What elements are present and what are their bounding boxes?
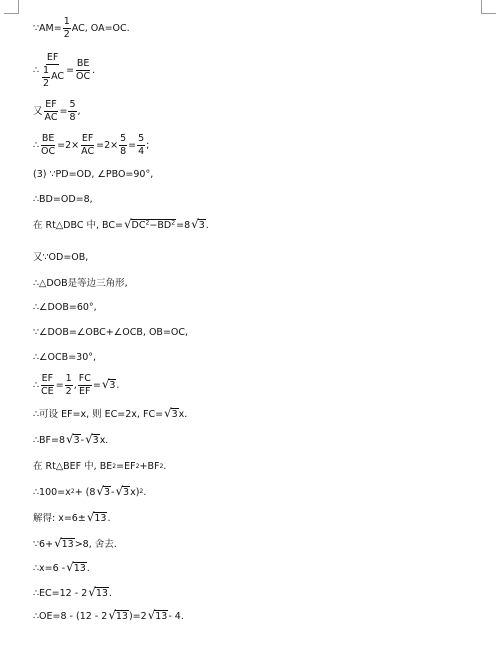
- line-2: [33, 53, 95, 89]
- text: .: [163, 461, 167, 472]
- text: −BD: [149, 220, 172, 231]
- text: ;: [146, 139, 150, 151]
- text: =8: [176, 219, 191, 231]
- numerator: 1: [65, 373, 72, 384]
- numerator: EF: [46, 52, 59, 63]
- line-12: [33, 353, 96, 363]
- fraction: [78, 374, 92, 397]
- text: )=2: [128, 610, 147, 622]
- radicand: 3: [171, 409, 178, 420]
- text: ∴可设 EF=x, 则 EC=2x, FC=: [33, 408, 164, 420]
- radical-sign: √: [86, 510, 95, 524]
- radicand: 3: [123, 487, 130, 498]
- line-21: [33, 587, 112, 600]
- radical-sign: √: [164, 406, 172, 420]
- text: >8, 舍去.: [74, 538, 117, 550]
- denominator: 4: [138, 145, 145, 157]
- fraction: [137, 134, 145, 157]
- square-root: [191, 219, 206, 232]
- line-19: [33, 538, 117, 551]
- crop-mark-top-left: [4, 0, 19, 14]
- radicand: [131, 219, 177, 232]
- radicand: 3: [73, 435, 80, 446]
- text: +BF: [139, 461, 160, 472]
- square-root: [85, 434, 100, 447]
- text: ∴: [33, 379, 40, 391]
- square-root: [108, 610, 129, 623]
- text: .: [143, 486, 147, 498]
- line-3: [33, 100, 81, 123]
- radical-sign: √: [101, 377, 110, 391]
- line-9: [33, 279, 128, 289]
- line-1: [33, 17, 130, 40]
- text: =: [128, 139, 137, 151]
- text: DC: [131, 220, 146, 231]
- text: ∴BF=8: [33, 434, 66, 446]
- text: .: [107, 512, 111, 524]
- denominator: EF: [79, 385, 91, 397]
- radicand: 3: [198, 220, 205, 231]
- radical-sign: √: [191, 217, 199, 231]
- line-15: [33, 434, 108, 447]
- text: ∴BD=OD=8,: [33, 194, 93, 205]
- radical-sign: √: [66, 560, 74, 574]
- text: .: [205, 219, 209, 231]
- fraction: [75, 59, 91, 82]
- numerator: BE: [76, 58, 90, 70]
- square-root: [115, 486, 130, 499]
- text: .: [92, 65, 96, 77]
- line-6: [33, 195, 93, 205]
- line-14: [33, 408, 187, 421]
- numerator: EF: [41, 373, 54, 384]
- text: ∴: [33, 139, 40, 151]
- radical-sign: √: [85, 432, 93, 446]
- square-root: [66, 562, 87, 575]
- text: ∴OE=8 - (12 - 2: [33, 610, 108, 622]
- radicand: 3: [109, 380, 116, 391]
- text: ,: [73, 379, 77, 391]
- text: =: [55, 379, 64, 391]
- denominator: 8: [69, 111, 76, 123]
- fraction: [80, 134, 95, 157]
- denominator: OC: [41, 145, 56, 157]
- line-8: [33, 253, 88, 263]
- text: ∴100=x: [33, 486, 71, 498]
- fraction: [119, 134, 127, 157]
- numerator: 1: [43, 64, 50, 76]
- text: ∵∠DOB=∠OBC+∠OCB, OB=OC,: [33, 327, 189, 338]
- text: x.: [178, 408, 188, 420]
- text: - 4.: [168, 610, 184, 622]
- radical-sign: √: [88, 585, 96, 599]
- square-root: [101, 377, 120, 392]
- radicand: 13: [61, 539, 74, 550]
- denominator: 2: [65, 385, 72, 397]
- denominator: 8: [120, 145, 127, 157]
- crop-mark-top-right: [481, 0, 496, 14]
- square-root: [66, 434, 81, 447]
- numerator: FC: [78, 373, 91, 384]
- numerator: 5: [138, 133, 145, 144]
- text: =2×: [57, 139, 80, 151]
- radicand: 13: [115, 611, 128, 622]
- denominator: 2: [43, 77, 50, 89]
- square-root: [148, 610, 169, 623]
- inner-fraction: [42, 66, 50, 89]
- denominator: 2: [63, 28, 70, 40]
- text: ∴∠DOB=60°,: [33, 302, 97, 313]
- radicand: 13: [155, 611, 168, 622]
- text: 又∵OD=OB,: [33, 252, 89, 263]
- fraction: [40, 374, 55, 397]
- line-16: 在 Rt△BEF 中, BE 2 =EF 2 +BF 2 .: [33, 461, 167, 472]
- radical-sign: √: [115, 484, 124, 498]
- radicand: 13: [95, 588, 108, 599]
- text: .: [108, 587, 112, 599]
- denominator: OC: [76, 71, 91, 83]
- square-root: [164, 408, 179, 421]
- square-root: [86, 510, 111, 525]
- text: (3) ∵PD=OD, ∠PBO=90°,: [33, 169, 154, 180]
- numerator: 5: [69, 99, 76, 110]
- text: -: [111, 486, 115, 498]
- text: 又: [33, 105, 43, 117]
- numerator: 1: [63, 16, 70, 27]
- fraction: [63, 17, 71, 40]
- line-18: [33, 512, 111, 525]
- text: =: [59, 105, 68, 117]
- radicand: 13: [73, 563, 86, 574]
- radical-sign: √: [54, 536, 62, 550]
- numerator: BE: [41, 133, 55, 144]
- text: ∴△DOB是等边三角形,: [33, 278, 128, 289]
- denominator: AC: [81, 145, 95, 157]
- square-root: [88, 587, 109, 600]
- numerator: EF: [45, 99, 57, 110]
- text: .: [116, 379, 120, 391]
- radical-sign: √: [123, 217, 132, 231]
- square-root: [96, 486, 111, 499]
- numerator: 5: [120, 133, 127, 144]
- text: ∵6+: [33, 538, 54, 550]
- line-7: [33, 219, 209, 232]
- radical-sign: √: [96, 484, 104, 498]
- fraction: [40, 134, 56, 157]
- denominator: [40, 65, 65, 89]
- numerator: EF: [81, 133, 94, 144]
- text: 在 Rt△DBC 中, BC=: [33, 219, 123, 231]
- line-22: [33, 610, 184, 623]
- text: -: [80, 434, 85, 446]
- line-10: [33, 303, 97, 313]
- fraction: [40, 53, 65, 89]
- line-5: [33, 170, 153, 180]
- line-11: [33, 328, 188, 338]
- text: =: [92, 379, 101, 391]
- fraction: [65, 374, 73, 397]
- text: =2×: [96, 139, 119, 151]
- fraction: [44, 100, 59, 123]
- text: AC: [51, 71, 65, 83]
- radicand: 3: [103, 487, 111, 498]
- text: ∴∠OCB=30°,: [33, 352, 97, 363]
- text: =: [66, 65, 75, 77]
- square-root: [124, 219, 176, 232]
- text: ∴x=6 -: [33, 562, 66, 574]
- radical-sign: √: [108, 608, 116, 622]
- text: ∵AM=: [33, 22, 62, 34]
- line-13: [33, 374, 119, 397]
- text: 在 Rt△BEF 中, BE: [33, 461, 113, 472]
- text: x): [130, 486, 140, 498]
- text: x.: [99, 434, 109, 446]
- text: ,: [77, 105, 81, 117]
- radicand: 3: [92, 435, 99, 446]
- line-20: [33, 562, 90, 575]
- fraction: [68, 100, 76, 123]
- superscript: 2: [171, 219, 176, 227]
- radicand: 13: [94, 513, 107, 524]
- radical-sign: √: [147, 608, 156, 622]
- text: AC, OA=OC.: [71, 22, 130, 34]
- text: .: [86, 562, 90, 574]
- line-17: ∴100=x 2 + (8 √ 3 - √ 3 x) 2 .: [33, 484, 147, 498]
- text: =EF: [116, 461, 136, 472]
- text: + (8: [74, 486, 96, 498]
- text: ∴EC=12 - 2: [33, 587, 88, 599]
- superscript: 2: [145, 219, 150, 227]
- denominator: CE: [41, 385, 54, 397]
- text: 解得: x=6±: [33, 512, 86, 524]
- square-root: [54, 538, 75, 551]
- line-4: [33, 134, 149, 157]
- text: ∴: [33, 65, 40, 77]
- radical-sign: √: [66, 432, 74, 446]
- denominator: AC: [44, 111, 58, 123]
